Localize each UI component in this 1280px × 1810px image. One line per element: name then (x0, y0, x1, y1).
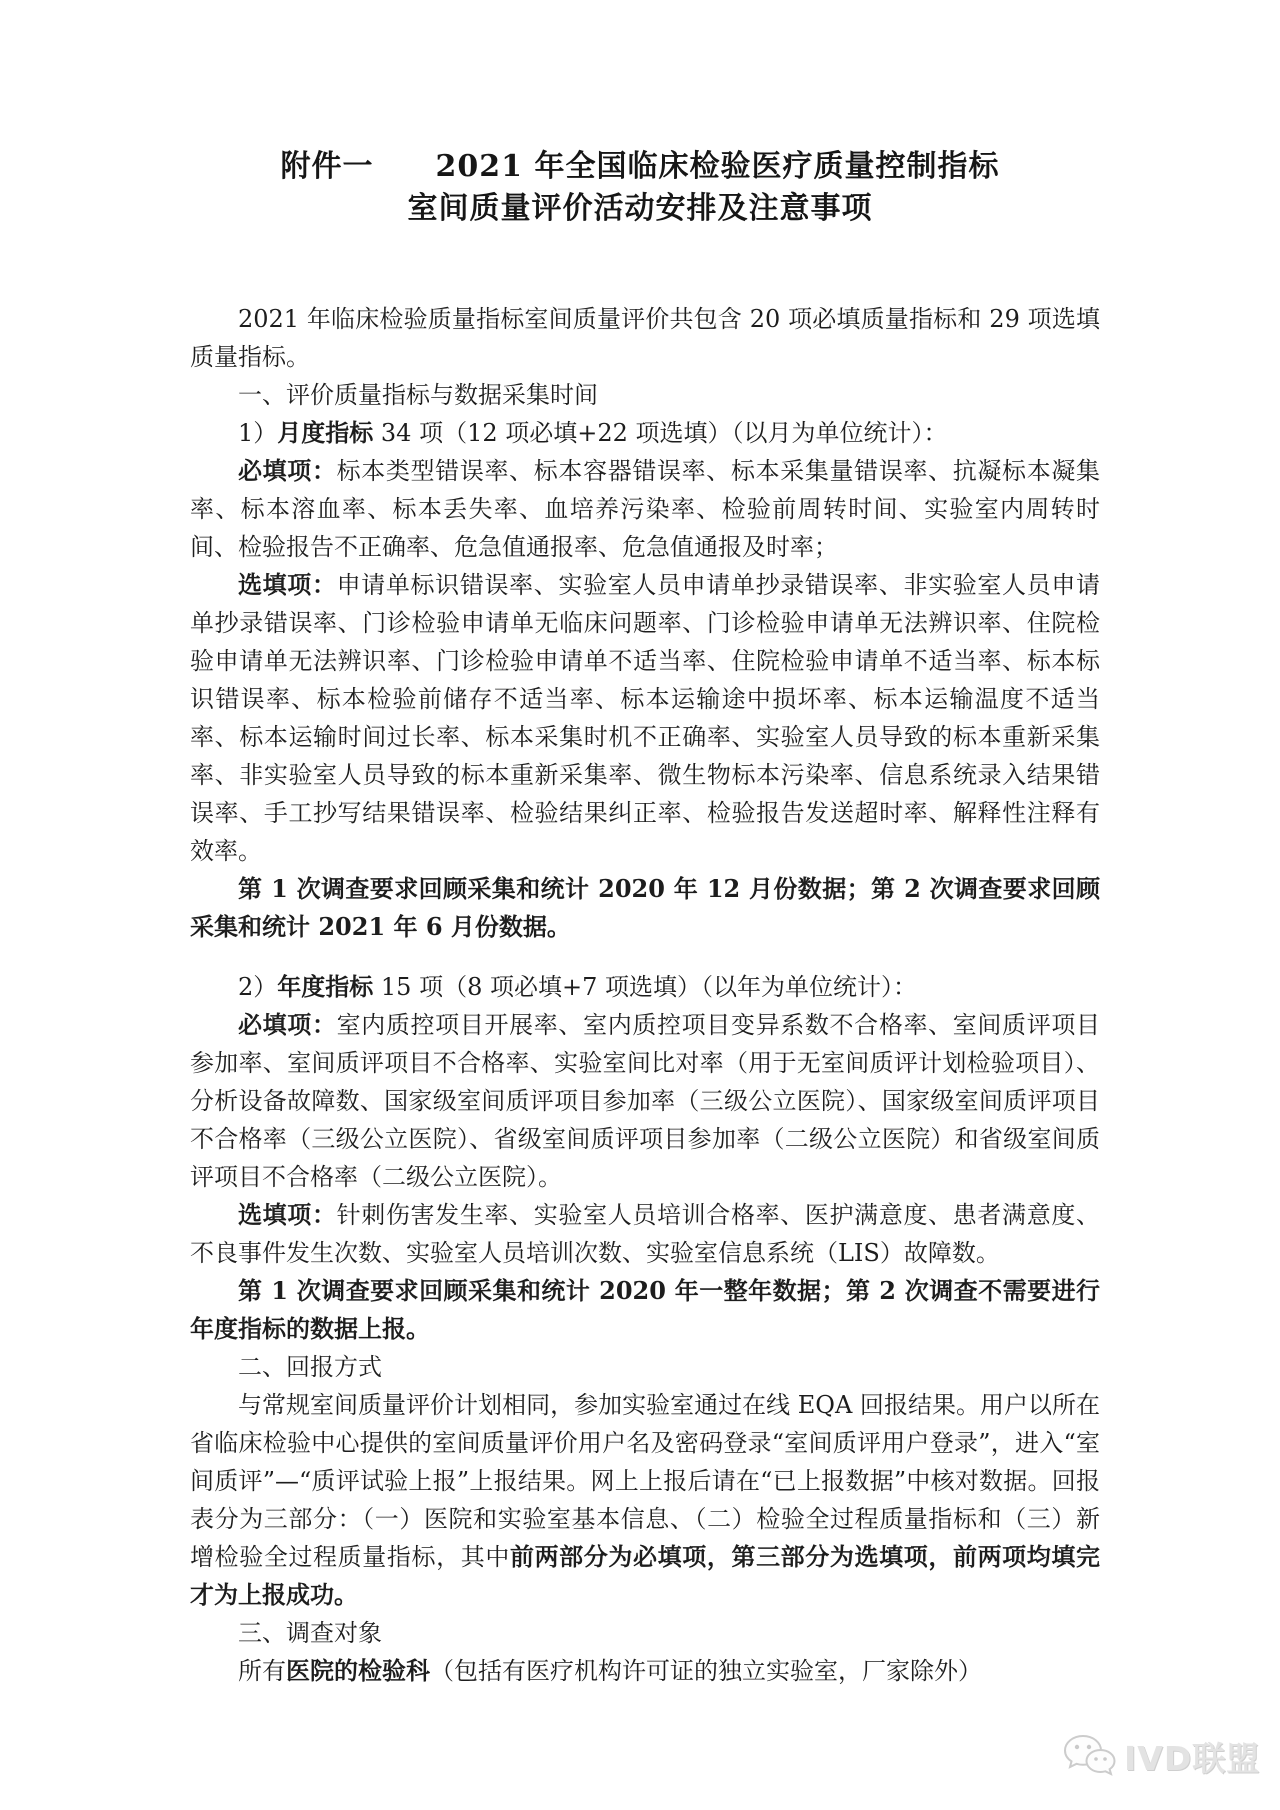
text-run: 三、调查对象 (238, 1619, 382, 1647)
text-run: 与常规室间质量评价计划相同，参加实验室通过在线 EQA 回报结果。用户以所在省临床检验中心提供的室间质量评价用户名及密码登录“室间质评用户登录”，进入“室间质评”—“质评试验上报”上报结果。网上上报后请在“已上报数据”中核对数据。回报表分为三部分：（一）医院和实验室基本信息、（二）检验全过程质量指标和（三）新增检验全过程质量指标，其中 (190, 1391, 1100, 1571)
paragraph (190, 300, 1100, 376)
text-run-bold: 医院的检验科 (286, 1656, 430, 1685)
paragraph (190, 1652, 1100, 1690)
paragraph (190, 1196, 1100, 1272)
text-run-bold: 必填项： (238, 1010, 337, 1039)
paragraph (190, 452, 1100, 566)
text-run: 所有 (238, 1657, 286, 1685)
text-run: 标本类型错误率、标本容器错误率、标本采集量错误率、抗凝标本凝集率、标本溶血率、标本丢失率、血培养污染率、检验前周转时间、实验室内周转时间、检验报告不正确率、危急值通报率、危急值通报及时率； (190, 457, 1101, 561)
text-run: （包括有医疗机构许可证的独立实验室，厂家除外） (430, 1657, 982, 1685)
paragraph (190, 968, 1100, 1006)
paragraph (190, 870, 1100, 946)
paragraph (190, 1272, 1100, 1348)
text-run: 一、评价质量指标与数据采集时间 (238, 381, 598, 409)
paragraph (190, 414, 1100, 452)
text-run: 室内质控项目开展率、室内质控项目变异系数不合格率、室间质评项目参加率、室间质评项目不合格率、实验室间比对率（用于无室间质评计划检验项目）、分析设备故障数、国家级室间质评项目参加率（三级公立医院）、国家级室间质评项目不合格率（三级公立医院）、省级室间质评项目参加率（二级公立医院）和省级室间质评项目不合格率（二级公立医院）。 (190, 1011, 1101, 1191)
text-run: 申请单标识错误率、实验室人员申请单抄录错误率、非实验室人员申请单抄录错误率、门诊检验申请单无临床问题率、门诊检验申请单无法辨识率、住院检验申请单无法辨识率、门诊检验申请单不适当率、住院检验申请单不适当率、标本标识错误率、标本检验前储存不适当率、标本运输途中损坏率、标本运输温度不适当率、标本运输时间过长率、标本采集时机不正确率、实验室人员导致的标本重新采集率、非实验室人员导致的标本重新采集率、微生物标本污染率、信息系统录入结果错误率、手工抄写结果错误率、检验结果纠正率、检验报告发送超时率、解释性注释有效率。 (190, 571, 1101, 865)
wechat-icon (1062, 1733, 1116, 1779)
text-run: 15 项（8 项必填+7 项选填）（以年为单位统计）： (373, 973, 917, 1001)
watermark (1062, 1733, 1260, 1779)
document-body (190, 300, 1100, 1690)
text-run-bold: 前两部分为必填项，第三部分为选填项，前两项均填完才为上报成功。 (190, 1542, 1101, 1609)
text-run: 1） (238, 419, 278, 447)
paragraph (190, 1348, 1100, 1386)
text-run: 2021 年临床检验质量指标室间质量评价共包含 20 项必填质量指标和 29 项选填质量指标。 (190, 305, 1100, 371)
paragraph (190, 1006, 1100, 1196)
document-title (0, 146, 1280, 230)
text-run-bold: 第 1 次调查要求回顾采集和统计 2020 年一整年数据；第 2 次调查不需要进行年度指标的数据上报。 (190, 1276, 1100, 1343)
paragraph (190, 1614, 1100, 1652)
text-run: 2） (238, 973, 278, 1001)
title-line-2: 室间质量评价活动安排及注意事项 (407, 191, 873, 226)
text-run-bold: 年度指标 (277, 972, 374, 1001)
text-run-bold: 第 1 次调查要求回顾采集和统计 2020 年 12 月份数据；第 2 次调查要求回顾采集和统计 2021 年 6 月份数据。 (190, 874, 1100, 941)
text-run-bold: 月度指标 (277, 418, 374, 447)
text-run: 34 项（12 项必填+22 项选填）（以月为单位统计）： (373, 419, 948, 447)
paragraph (190, 1386, 1100, 1614)
paragraph (190, 566, 1100, 870)
watermark-label: IVD联盟 (1124, 1738, 1261, 1778)
text-run-bold: 选填项： (238, 570, 337, 599)
text-run: 二、回报方式 (238, 1353, 382, 1381)
text-run: 针刺伤害发生率、实验室人员培训合格率、医护满意度、患者满意度、不良事件发生次数、实验室人员培训次数、实验室信息系统（LIS）故障数。 (190, 1201, 1101, 1267)
title-line-1: 附件一 2021 年全国临床检验医疗质量控制指标 (280, 149, 1000, 184)
paragraph (190, 376, 1100, 414)
text-run-bold: 选填项： (238, 1200, 337, 1229)
text-run-bold: 必填项： (238, 456, 337, 485)
